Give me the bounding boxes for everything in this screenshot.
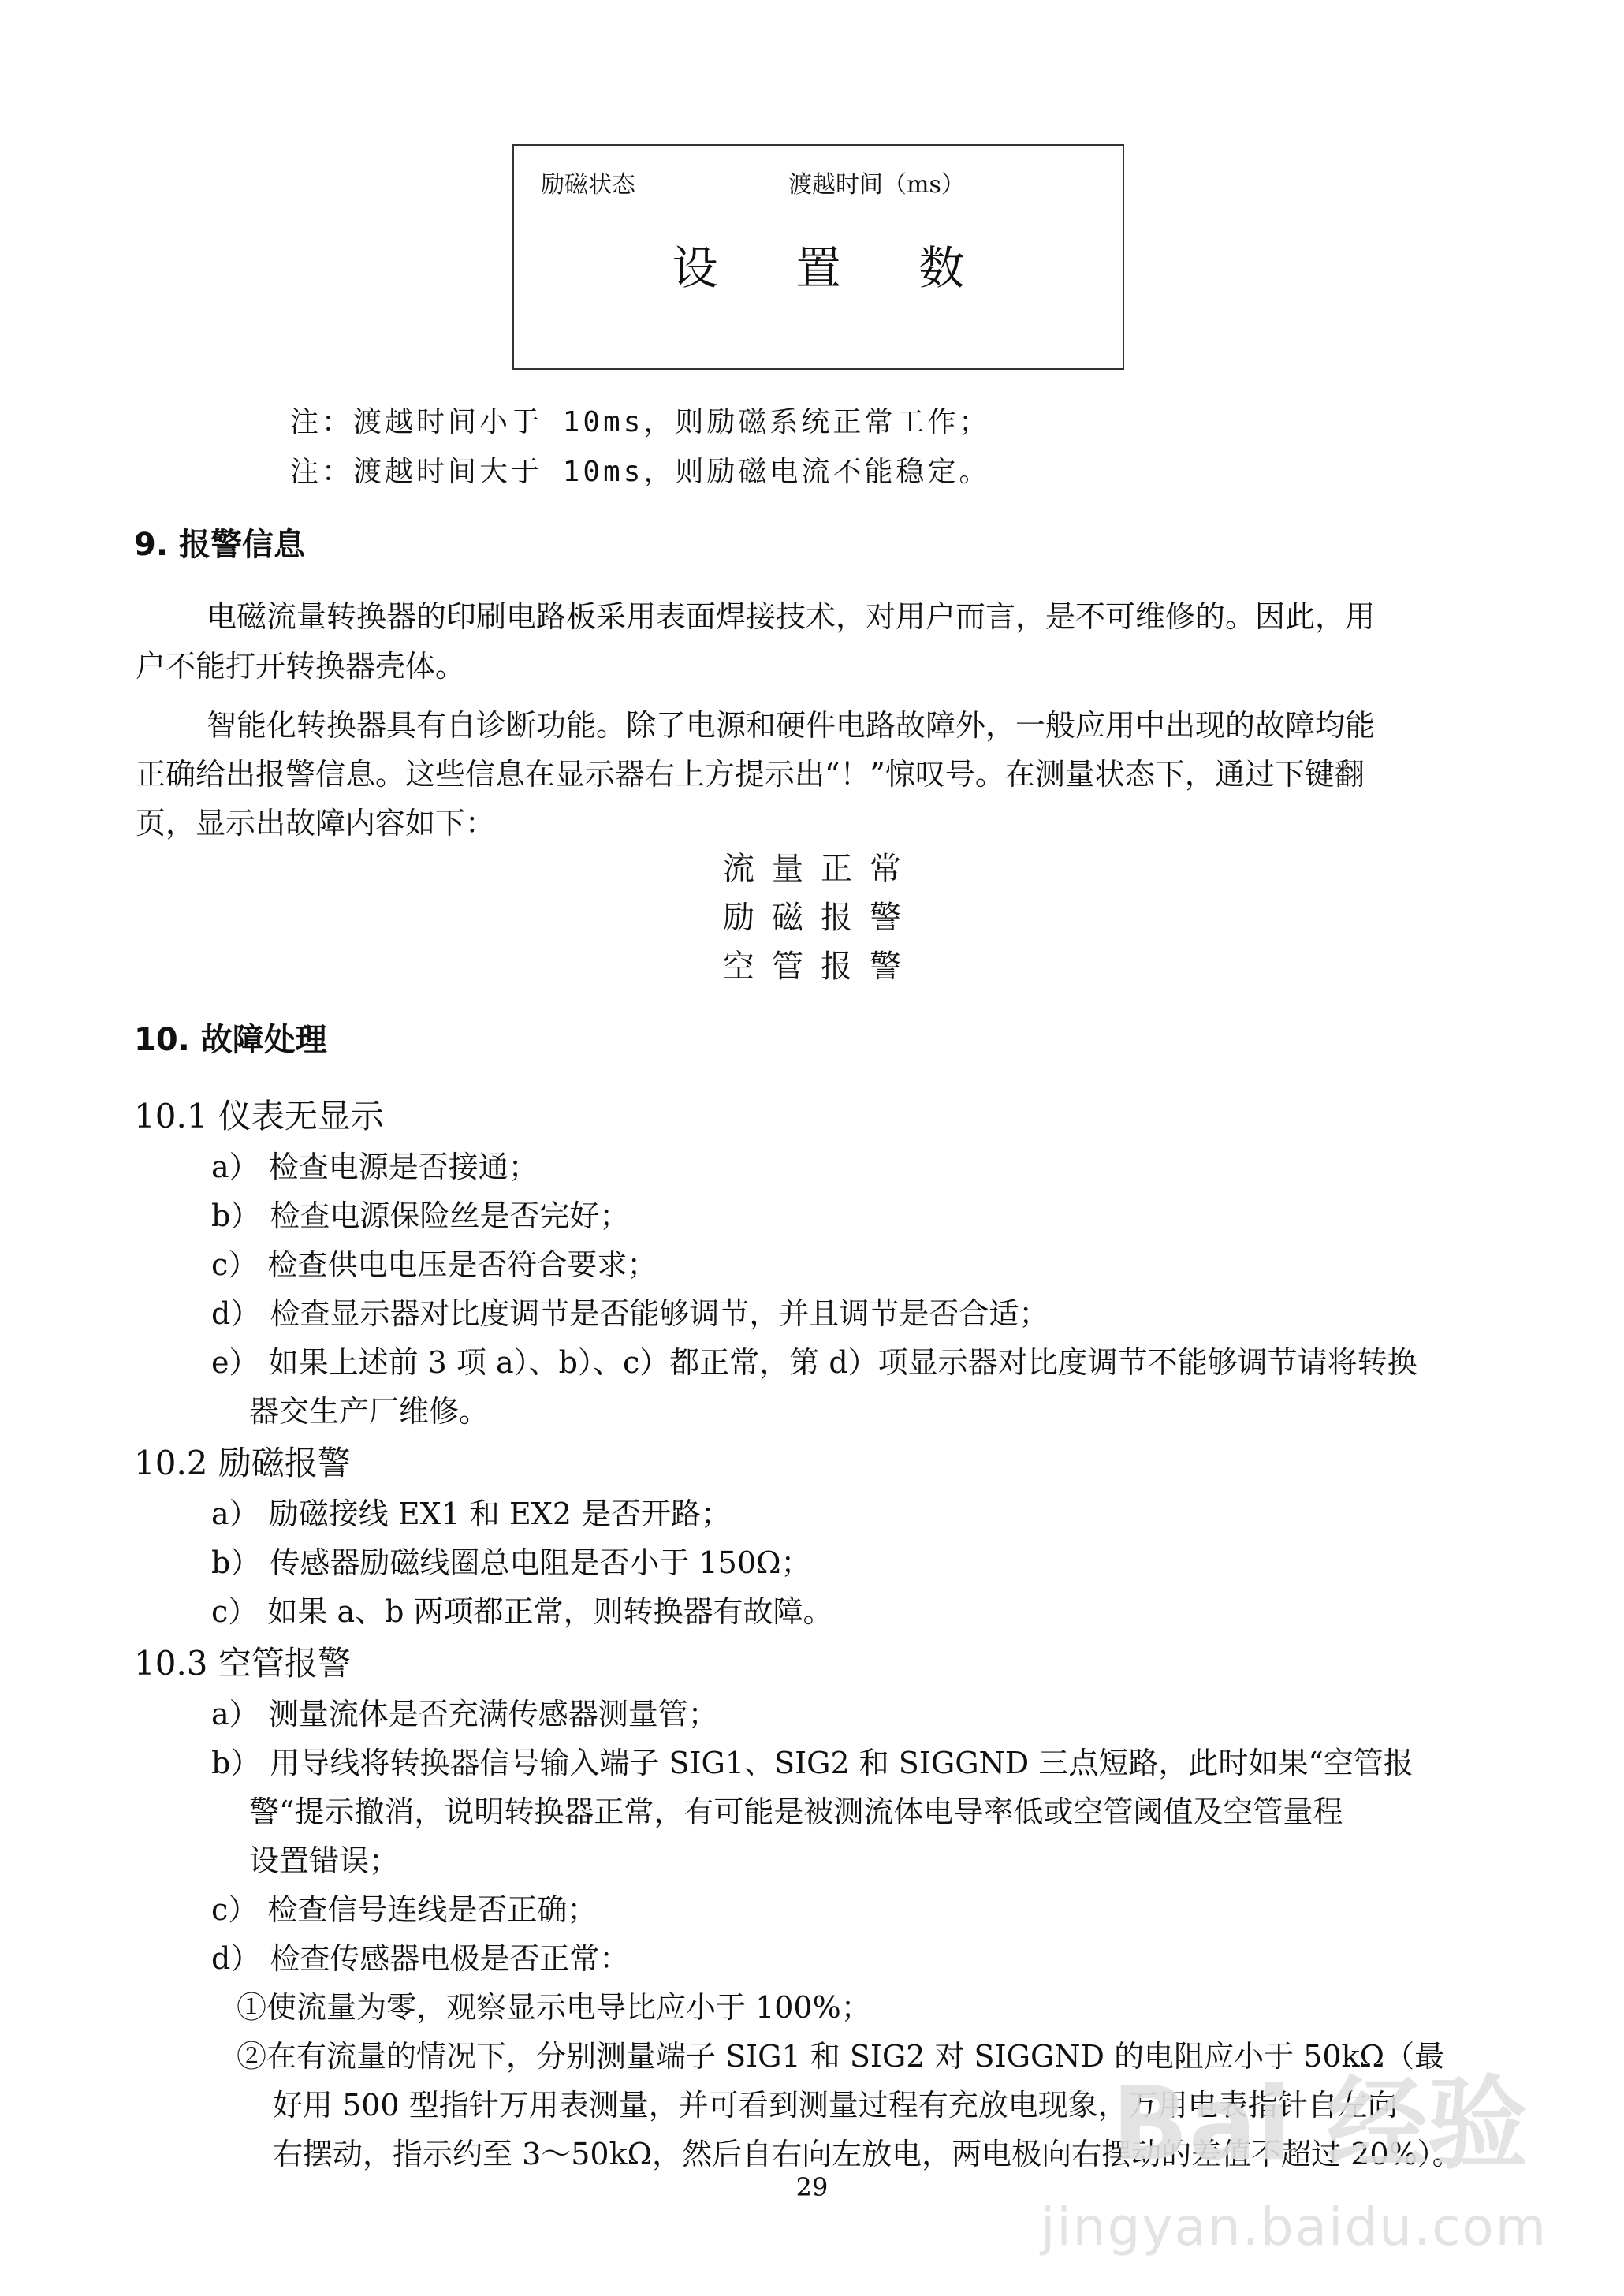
list-item: e） 如果上述前 3 项 a）、b）、c）都正常，第 d）项显示器对比度调节不能够调节请将转换 <box>211 1345 1417 1380</box>
note-line: 注：渡越时间小于 10ms，则励磁系统正常工作； <box>290 406 991 438</box>
sub-list-item: ②在有流量的情况下，分别测量端子 SIG1 和 SIG2 对 SIGGND 的电阻应小于 50kΩ（最 <box>237 2039 1445 2074</box>
list-item: d） 检查传感器电极是否正常： <box>211 1941 630 1976</box>
list-item: a） 励磁接线 EX1 和 EX2 是否开路； <box>211 1496 731 1531</box>
paragraph-line: 正确给出报警信息。这些信息在显示器右上方提示出“！”惊叹号。在测量状态下，通过下键翻 <box>136 757 1365 792</box>
display-screen-diagram <box>512 144 1124 370</box>
section-heading-troubleshooting: 10. 故障处理 <box>134 1022 327 1058</box>
list-item-continued: 器交生产厂维修。 <box>249 1394 490 1429</box>
list-item: c） 检查供电电压是否符合要求； <box>211 1247 657 1282</box>
list-item: c） 检查信号连线是否正确； <box>211 1892 598 1927</box>
list-item-continued: 警“提示撤消，说明转换器正常，有可能是被测流体电导率低或空管阈值及空管量程 <box>249 1795 1343 1829</box>
paragraph-line: 户不能打开转换器壳体。 <box>136 649 466 684</box>
list-item: b） 传感器励磁线圈总电阻是否小于 150Ω； <box>211 1545 811 1580</box>
watermark-url: jingyan.baidu.com <box>1041 2197 1548 2257</box>
paragraph-line: 电磁流量转换器的印刷电路板采用表面焊接技术，对用户而言，是不可维修的。因此，用 <box>207 599 1376 634</box>
list-item: a） 检查电源是否接通； <box>211 1150 538 1184</box>
section-heading-alarm-info: 9. 报警信息 <box>134 527 305 563</box>
sub-list-item-continued: 右摆动，指示约至 3～50kΩ，然后自右向左放电，两电极向右摆动的差值不超过 20%）。 <box>273 2137 1462 2171</box>
setting-value-text: 设 置 数 <box>672 241 996 295</box>
subsection-title: 10.1 仪表无显示 <box>134 1097 384 1135</box>
sub-list-item-continued: 好用 500 型指针万用表测量，并可看到测量过程有充放电现象，万用电表指针自左向 <box>273 2088 1398 2123</box>
page-number: 29 <box>795 2172 829 2202</box>
display-message: 空管报警 <box>723 949 918 985</box>
watermark-logo: Bai 经验 <box>1112 2066 1529 2183</box>
paragraph-line: 智能化转换器具有自诊断功能。除了电源和硬件电路故障外，一般应用中出现的故障均能 <box>207 708 1376 743</box>
list-item: a） 测量流体是否充满传感器测量管； <box>211 1697 718 1731</box>
sub-list-item: ①使流量为零，观察显示电导比应小于 100%； <box>237 1990 871 2025</box>
list-item: b） 检查电源保险丝是否完好； <box>211 1198 630 1233</box>
display-message: 励磁报警 <box>723 900 918 936</box>
list-item-continued: 设置错误； <box>249 1843 400 1878</box>
paragraph-line: 页，显示出故障内容如下： <box>136 806 496 840</box>
note-line: 注：渡越时间大于 10ms，则励磁电流不能稳定。 <box>290 456 991 488</box>
list-item: d） 检查显示器对比度调节是否能够调节，并且调节是否合适； <box>211 1296 1049 1331</box>
subsection-title: 10.3 空管报警 <box>134 1644 351 1683</box>
display-message: 流量正常 <box>723 851 918 887</box>
excitation-status-label: 励磁状态 <box>541 171 635 199</box>
transit-time-label: 渡越时间（ms） <box>788 171 965 199</box>
list-item: c） 如果 a、b 两项都正常，则转换器有故障。 <box>211 1594 833 1629</box>
subsection-title: 10.2 励磁报警 <box>134 1444 351 1482</box>
list-item: b） 用导线将转换器信号输入端子 SIG1、SIG2 和 SIGGND 三点短路，此时如果“空管报 <box>211 1746 1414 1780</box>
